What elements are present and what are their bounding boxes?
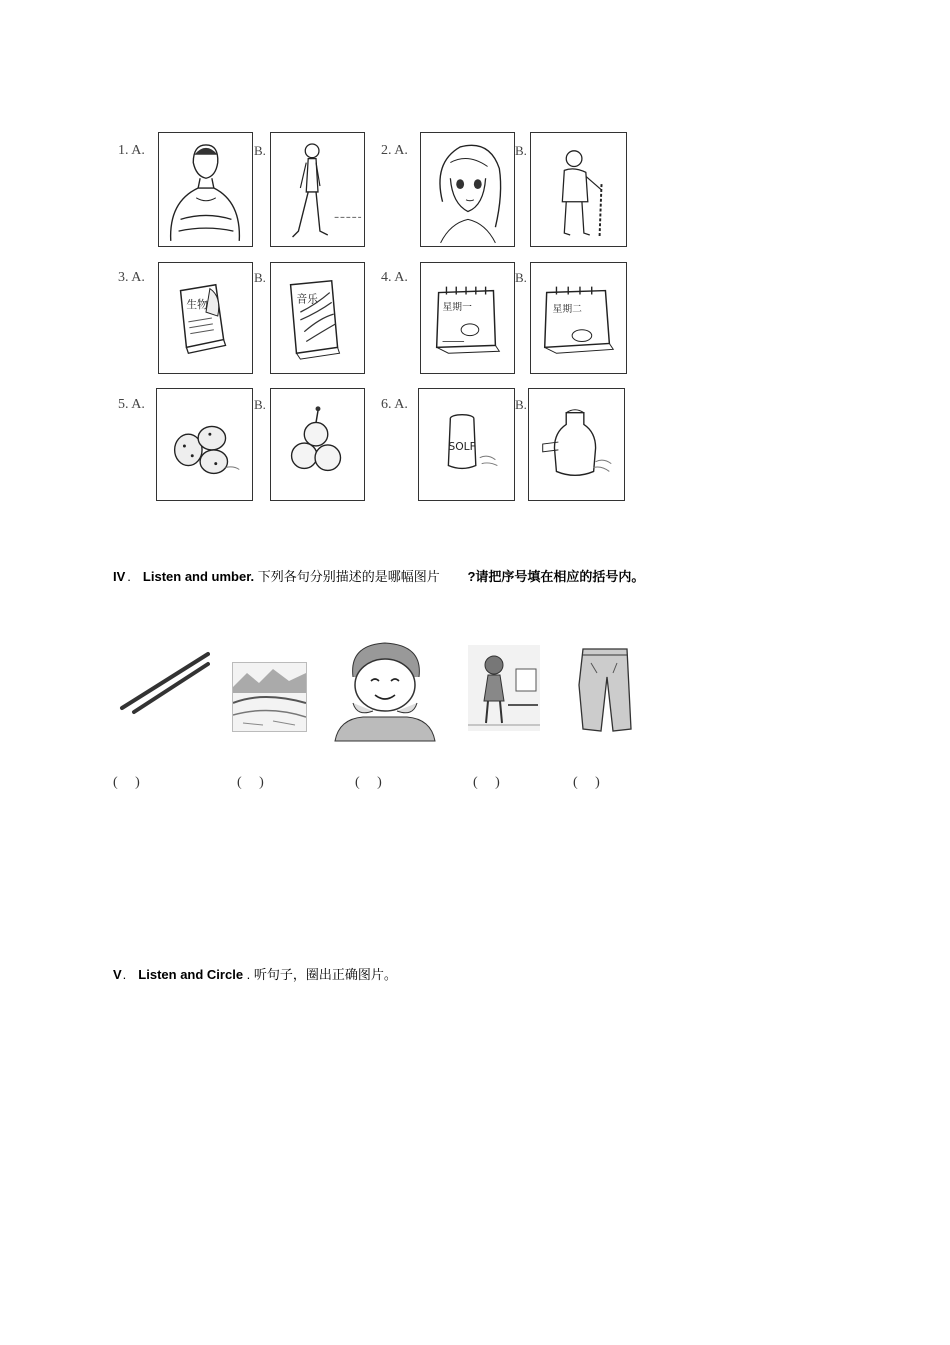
- answer-blank-4[interactable]: ( ): [473, 775, 500, 790]
- section-4-roman: IV: [113, 569, 126, 584]
- question-4-label: 4. A.: [381, 270, 408, 285]
- question-4-option-b-label: B.: [515, 270, 527, 285]
- question-2-label: 2. A.: [381, 143, 408, 158]
- monday-text: 星期一: [442, 302, 472, 314]
- chopsticks-icon[interactable]: [118, 650, 210, 715]
- question-6-label: 6. A.: [381, 397, 408, 412]
- section-5-heading: [113, 964, 397, 983]
- music-book-text: 音乐: [296, 292, 318, 306]
- potatoes-icon[interactable]: [156, 388, 253, 501]
- biology-book-icon[interactable]: [158, 262, 253, 374]
- section-5-dot: .: [122, 967, 127, 982]
- answer-blank-3[interactable]: ( ): [355, 775, 382, 790]
- answer-blank-2[interactable]: ( ): [237, 775, 264, 790]
- section-5-roman: V: [113, 967, 122, 982]
- section-5-instruction: . 听句子，圈出正确图片。: [246, 967, 397, 982]
- walking-man-icon[interactable]: [270, 132, 365, 247]
- section-4-dot: .: [127, 569, 131, 584]
- old-man-with-cane-icon[interactable]: [530, 132, 627, 247]
- girl-in-room-icon[interactable]: [468, 645, 540, 731]
- apples-icon[interactable]: [270, 388, 365, 501]
- question-6-option-b-label: B.: [515, 397, 527, 412]
- answer-blank-5[interactable]: ( ): [573, 775, 600, 790]
- strong-man-icon[interactable]: [158, 132, 253, 247]
- landscape-river-icon[interactable]: [232, 662, 307, 732]
- question-3-option-b-label: B.: [254, 270, 266, 285]
- answer-blank-1[interactable]: ( ): [113, 775, 140, 790]
- milk-bottle-icon[interactable]: [528, 388, 625, 501]
- question-2-option-b-label: B.: [515, 143, 527, 158]
- young-girl-icon[interactable]: [420, 132, 515, 247]
- question-1-option-b-label: B.: [254, 143, 266, 158]
- biology-book-text: 生物: [186, 298, 208, 312]
- music-book-icon[interactable]: [270, 262, 365, 374]
- trousers-icon[interactable]: [575, 645, 635, 733]
- milk-can-icon[interactable]: [418, 388, 515, 501]
- question-1-label: 1. A.: [118, 143, 145, 158]
- monday-calendar-icon[interactable]: [420, 262, 515, 374]
- section-4-instruction-part1: 下列各句分别描述的是哪幅图片: [257, 569, 440, 584]
- section-5-title: Listen and Circle: [138, 967, 244, 982]
- tuesday-text: 星期二: [552, 304, 582, 316]
- milk-can-text: SOLF: [448, 439, 476, 453]
- smiling-boy-icon[interactable]: [333, 637, 438, 742]
- tuesday-calendar-icon[interactable]: [530, 262, 627, 374]
- section-4-title: Listen and umber.: [142, 569, 255, 584]
- question-3-label: 3. A.: [118, 270, 145, 285]
- question-5-label: 5. A.: [118, 397, 145, 412]
- section-4-instruction-part2: ?请把序号填在相应的括号内。: [467, 569, 645, 584]
- section-4-heading: [113, 566, 644, 585]
- question-5-option-b-label: B.: [254, 397, 266, 412]
